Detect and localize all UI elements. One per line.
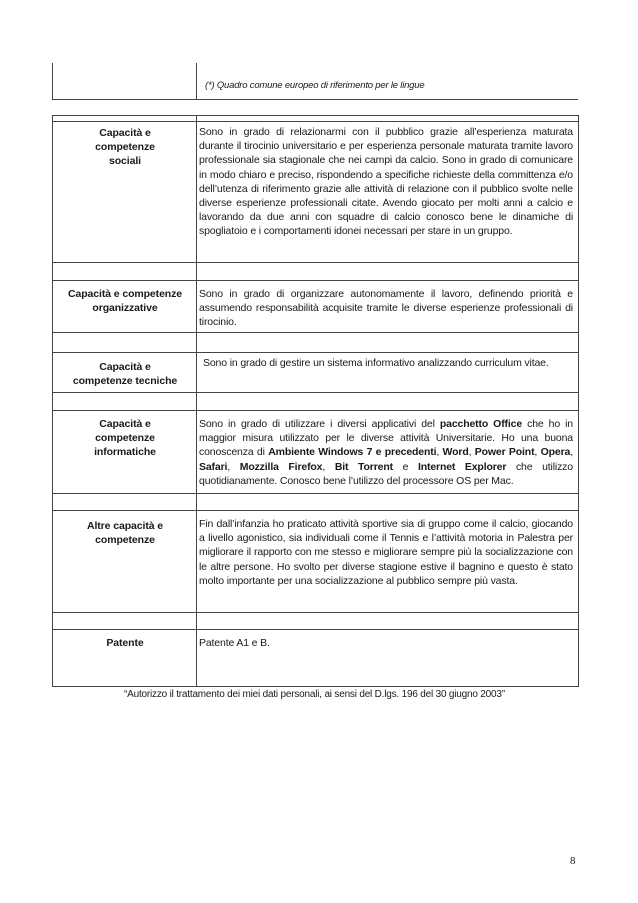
section-text-social: Sono in grado di relazionarmi con il pubblico grazie all’esperienza maturata durante il tirocinio universitario e per esperienza personale maturata tramite lavoro professionale sia stagionale che nei campi da calcio. Sono in grado di comunicare in modo chiaro e preciso, rispondendo a specifiche richieste della committenza e/o dell’utenza di riferimento grazie alle attività di relazione con il pubblico svolte nelle diverse esperienze professionali citate. Avendo giocato per molti anni a calcio e lavorando da due anni con squadre di calcio conosco bene le dinamiche di spogliatoio e i comportamenti idonei necessari per stare in un gruppo.: [199, 126, 573, 238]
table-border: [52, 612, 579, 613]
section-label-other: Altre capacità e competenze: [86, 520, 164, 546]
table-border: [52, 262, 579, 263]
skill-firefox: Mozzilla Firefox: [239, 460, 323, 473]
section-text-organizational: Sono in grado di organizzare autonomamente il lavoro, definendo priorità e assumendo responsabilità acquisite tramite le diverse esperienze professionali di tirocinio.: [199, 288, 573, 329]
skill-office: pacchetto Office: [439, 418, 523, 430]
section-label-organizational: Capacità e competenze organizzative: [67, 288, 183, 314]
footnote: (*) Quadro comune europeo di riferimento per le lingue: [205, 80, 425, 91]
table-border: [52, 629, 579, 630]
table-border: [52, 121, 579, 122]
skill-windows: Ambiente Windows 7 e precedenti: [268, 446, 437, 459]
table-border: [52, 63, 53, 99]
skill-ie: Internet Explorer: [417, 460, 507, 473]
table-border: [196, 63, 197, 99]
table-border: [52, 332, 579, 333]
section-label-social: Capacità e competenze sociali: [95, 127, 155, 167]
table-border: [52, 352, 579, 353]
section-text-license: Patente A1 e B.: [199, 637, 270, 649]
table-border: [52, 115, 53, 686]
table-border: [196, 115, 197, 686]
table-border: [52, 410, 579, 411]
skill-safari: Safari: [199, 460, 228, 473]
table-border: [52, 99, 578, 100]
skill-bittorrent: Bit Torrent: [334, 460, 393, 473]
table-border: [52, 510, 579, 511]
page-number: 8: [570, 855, 576, 867]
table-border: [52, 280, 579, 281]
table-border: [52, 686, 579, 687]
section-text-other: Fin dall’infanzia ho praticato attività sportive sia di gruppo come il calcio, giocando a livello agonistico, sia individuali come il Tennis e l’attività motoria in Palestra per migliorare il rapporto con me stesso e migliorare sempre più la socializzazione con le altre persone. Ho svolto per diverse stagione estive il bagnino e questo è stato molto importante per una socializzazione al pubblico sempre più vasta.: [199, 518, 573, 587]
skill-word: Word: [442, 446, 469, 459]
section-text-computer: Sono in grado di utilizzare i diversi applicativi del pacchetto Office che ho in maggior misura utilizzato per le diverse attività Universitarie. Ho una buona conoscenza di Ambiente Windows 7 e precedenti, Word, Power Point, Opera, Safari, Mozzilla Firefox, Bit Torrent e Internet Explorer che utilizzo quotidianamente. Conosco bene l’utilizzo del processore OS per Mac.: [199, 418, 573, 487]
privacy-consent: “Autorizzo il trattamento dei miei dati personali, ai sensi del D.lgs. 196 del 30 giugno 2003”: [124, 689, 505, 700]
table-border: [52, 115, 579, 116]
table-border: [52, 493, 579, 494]
section-label-computer: Capacità e competenze informatiche: [94, 418, 156, 458]
section-label-technical: Capacità e competenze tecniche: [72, 361, 178, 387]
skill-opera: Opera: [540, 446, 571, 459]
table-border: [578, 115, 579, 686]
skill-powerpoint: Power Point: [474, 446, 535, 459]
section-text-technical: Sono in grado di gestire un sistema informativo analizzando curriculum vitae.: [203, 357, 549, 369]
section-label-license: Patente: [106, 637, 144, 649]
table-border: [52, 392, 579, 393]
